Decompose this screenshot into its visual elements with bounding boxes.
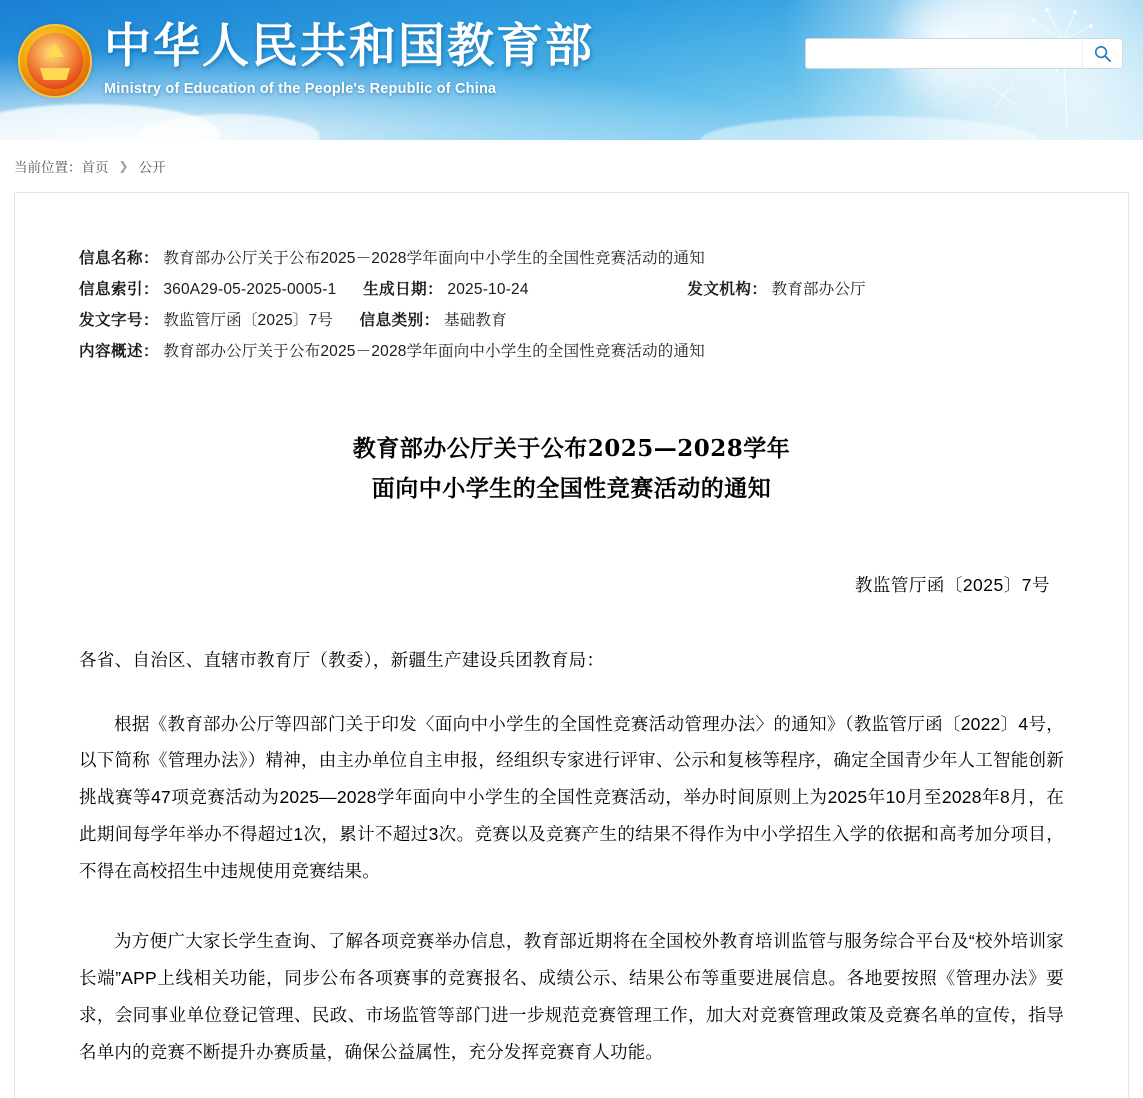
meta-row-name: [79, 243, 1064, 274]
breadcrumb-item-open[interactable]: 公开: [138, 160, 166, 175]
document-card: [14, 192, 1129, 1098]
national-emblem: [18, 24, 92, 98]
search-button[interactable]: [1082, 39, 1122, 68]
site-title-block: [104, 18, 594, 97]
page-title: [232, 429, 912, 510]
page-title-line2: 面向中小学生的全国性竞赛活动的通知: [371, 475, 772, 503]
meta-value-created: 2025-10-24: [447, 281, 529, 298]
document-paragraph: 为方便广大家长学生查询、了解各项竞赛举办信息，教育部近期将在全国校外教育培训监管与服务综合平台及“校外培训家长端”APP上线相关功能，同步公布各项赛事的竞赛报名、成绩公示、结果公布等重要进展信息。各地要按照《管理办法》要求，会同事业单位登记管理、民政、市场监管等部门进一步规范竞赛管理工作，加大对竞赛管理政策及竞赛名单的宣传，指导名单内的竞赛不断提升办赛质量，确保公益属性，充分发挥竞赛育人功能。: [79, 931, 1064, 1062]
document-metadata: [79, 243, 1064, 367]
meta-label-issuer: 发文机构：: [687, 281, 768, 298]
chevron-right-icon: ❯: [118, 159, 129, 173]
page-title-line1: 教育部办公厅关于公布2025—2028学年: [352, 435, 791, 462]
meta-label-summary: 内容概述：: [79, 343, 160, 360]
meta-label-name: 信息名称：: [79, 250, 160, 267]
meta-value-summary: 教育部办公厅关于公布2025－2028学年面向中小学生的全国性竞赛活动的通知: [163, 343, 705, 360]
meta-row-docnum: [79, 305, 1064, 336]
meta-label-index: 信息索引：: [79, 281, 160, 298]
document-paragraph: 根据《教育部办公厅等四部门关于印发〈面向中小学生的全国性竞赛活动管理办法〉的通知》（教监管厅函〔2022〕4号，以下简称《管理办法》）精神，由主办单位自主申报，经组织专家进行评审、公示和复核等程序，确定全国青少年人工智能创新挑战赛等47项竞赛活动为2025—2028学年面向中小学生的全国性竞赛活动，举办时间原则上为2025年10月至2028年8月，在此期间每学年举办不得超过1次，累计不超过3次。竞赛以及竞赛产生的结果不得作为中小学招生入学的依据和高考加分项目，不得在高校招生中违规使用竞赛结果。: [79, 713, 1064, 881]
breadcrumb-item-home[interactable]: 首页: [81, 160, 109, 175]
meta-label-docnum: 发文字号：: [79, 312, 160, 329]
national-emblem-inner: [27, 33, 83, 89]
document-salutation: 各省、自治区、直辖市教育厅（教委），新疆生产建设兵团教育局：: [79, 649, 605, 670]
meta-value-index: 360A29-05-2025-0005-1: [163, 281, 337, 298]
breadcrumb-prefix: 当前位置：: [14, 160, 82, 175]
search-icon: [1093, 44, 1112, 63]
breadcrumb: [0, 140, 1143, 192]
meta-label-category: 信息类别：: [359, 312, 440, 329]
site-header: [0, 0, 1143, 140]
site-title-en: Ministry of Education of the People's Republic of China: [104, 80, 497, 97]
meta-row-index: [79, 274, 1064, 305]
site-title-cn: 中华人民共和国教育部: [104, 19, 594, 74]
search-input[interactable]: [806, 39, 1082, 68]
site-search[interactable]: [805, 38, 1123, 69]
meta-row-summary: [79, 336, 1064, 367]
meta-value-issuer: 教育部办公厅: [771, 281, 866, 298]
meta-value-docnum: 教监管厅函〔2025〕7号: [163, 312, 334, 329]
document-number: 教监管厅函〔2025〕7号: [854, 574, 1050, 595]
meta-value-name: 教育部办公厅关于公布2025－2028学年面向中小学生的全国性竞赛活动的通知: [163, 250, 705, 267]
meta-value-category: 基础教育: [443, 312, 507, 329]
meta-label-created: 生成日期：: [363, 281, 444, 298]
